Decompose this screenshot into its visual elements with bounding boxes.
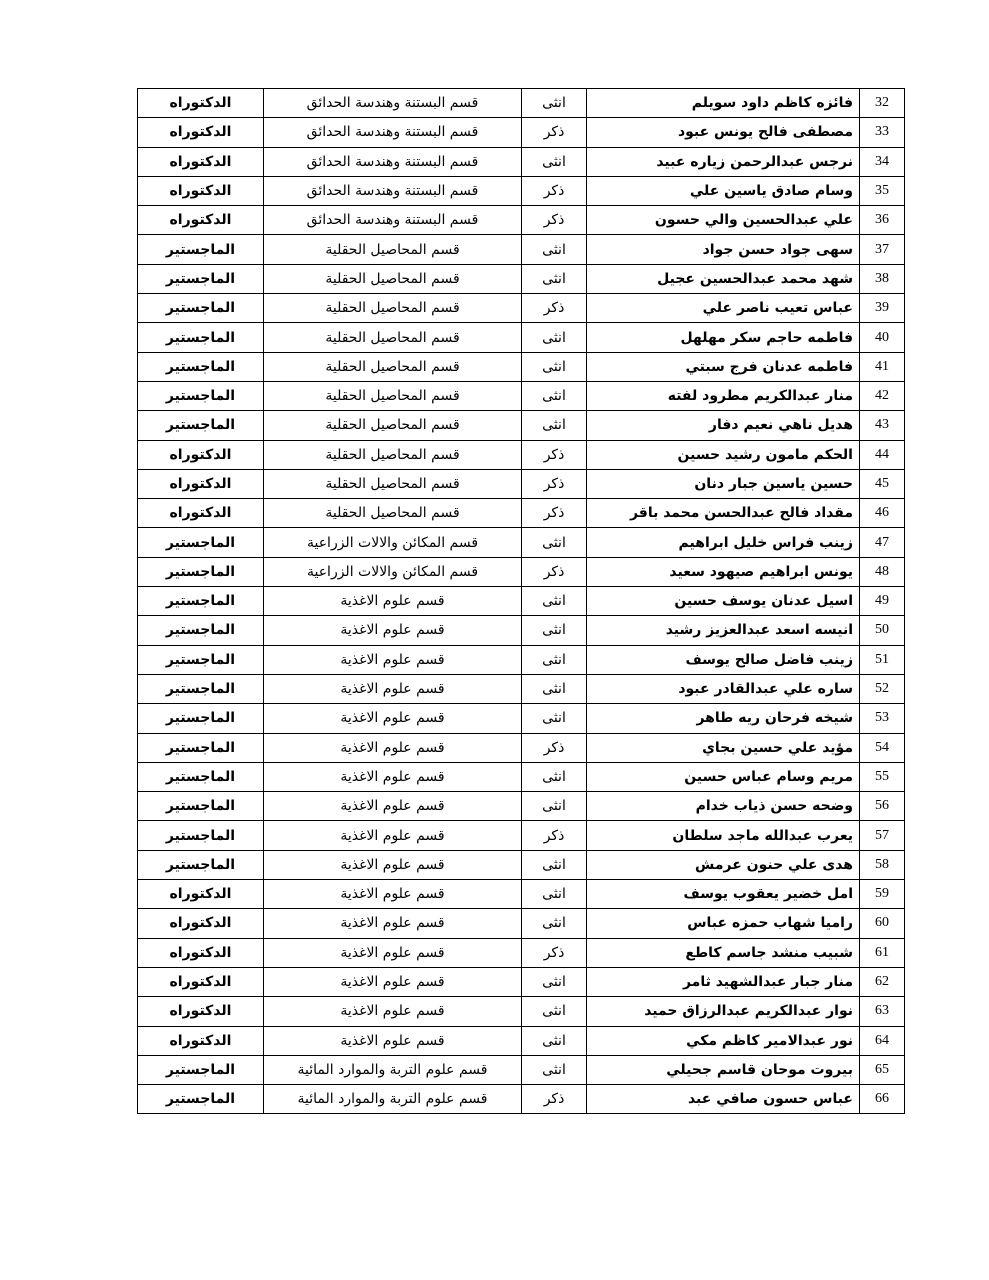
table-row xyxy=(138,1055,905,1084)
degree-cell: الماجستير xyxy=(138,733,264,762)
department-cell: قسم علوم الاغذية xyxy=(264,704,522,733)
degree-cell: الماجستير xyxy=(138,557,264,586)
row-number-cell: 47 xyxy=(860,528,905,557)
student-name-cell: منار جبار عبدالشهيد ثامر xyxy=(587,967,860,996)
gender-cell: ذكر xyxy=(522,733,587,762)
row-number-cell: 42 xyxy=(860,381,905,410)
department-cell: قسم علوم الاغذية xyxy=(264,821,522,850)
student-name-cell: نور عبدالامير كاظم مكي xyxy=(587,1026,860,1055)
degree-cell: الدكتوراه xyxy=(138,89,264,118)
student-name-cell: فاطمه حاجم سكر مهلهل xyxy=(587,323,860,352)
department-cell: قسم علوم الاغذية xyxy=(264,909,522,938)
gender-cell: ذكر xyxy=(522,294,587,323)
gender-cell: انثى xyxy=(522,264,587,293)
student-name-cell: نوار عبدالكريم عبدالرزاق حميد xyxy=(587,997,860,1026)
department-cell: قسم علوم الاغذية xyxy=(264,938,522,967)
row-number-cell: 62 xyxy=(860,967,905,996)
table-row xyxy=(138,118,905,147)
degree-cell: الماجستير xyxy=(138,381,264,410)
degree-cell: الماجستير xyxy=(138,1055,264,1084)
table-row xyxy=(138,645,905,674)
student-name-cell: زينب فراس خليل ابراهيم xyxy=(587,528,860,557)
gender-cell: انثى xyxy=(522,587,587,616)
table-row xyxy=(138,381,905,410)
table-row xyxy=(138,235,905,264)
department-cell: قسم المحاصيل الحقلية xyxy=(264,264,522,293)
table-row xyxy=(138,206,905,235)
table-row xyxy=(138,469,905,498)
row-number-cell: 61 xyxy=(860,938,905,967)
degree-cell: الدكتوراه xyxy=(138,909,264,938)
row-number-cell: 45 xyxy=(860,469,905,498)
degree-cell: الماجستير xyxy=(138,528,264,557)
student-name-cell: سهى جواد حسن جواد xyxy=(587,235,860,264)
department-cell: قسم المحاصيل الحقلية xyxy=(264,352,522,381)
table-row xyxy=(138,909,905,938)
department-cell: قسم المحاصيل الحقلية xyxy=(264,235,522,264)
gender-cell: انثى xyxy=(522,528,587,557)
gender-cell: انثى xyxy=(522,762,587,791)
table-row xyxy=(138,89,905,118)
gender-cell: انثى xyxy=(522,323,587,352)
student-name-cell: عباس حسون صافي عبد xyxy=(587,1085,860,1114)
student-name-cell: ساره علي عبدالقادر عبود xyxy=(587,674,860,703)
student-name-cell: مريم وسام عباس حسين xyxy=(587,762,860,791)
row-number-cell: 55 xyxy=(860,762,905,791)
department-cell: قسم المحاصيل الحقلية xyxy=(264,440,522,469)
department-cell: قسم المكائن والالات الزراعية xyxy=(264,528,522,557)
row-number-cell: 33 xyxy=(860,118,905,147)
row-number-cell: 66 xyxy=(860,1085,905,1114)
degree-cell: الدكتوراه xyxy=(138,1026,264,1055)
row-number-cell: 58 xyxy=(860,850,905,879)
student-name-cell: وضحه حسن ذياب خدام xyxy=(587,792,860,821)
student-name-cell: فاطمه عدنان فرج سبتي xyxy=(587,352,860,381)
gender-cell: انثى xyxy=(522,1055,587,1084)
row-number-cell: 37 xyxy=(860,235,905,264)
row-number-cell: 52 xyxy=(860,674,905,703)
row-number-cell: 59 xyxy=(860,880,905,909)
row-number-cell: 34 xyxy=(860,147,905,176)
degree-cell: الدكتوراه xyxy=(138,938,264,967)
student-name-cell: هدى علي حنون عرمش xyxy=(587,850,860,879)
table-row xyxy=(138,587,905,616)
row-number-cell: 40 xyxy=(860,323,905,352)
degree-cell: الماجستير xyxy=(138,323,264,352)
table-row xyxy=(138,411,905,440)
degree-cell: الماجستير xyxy=(138,616,264,645)
degree-cell: الماجستير xyxy=(138,294,264,323)
gender-cell: انثى xyxy=(522,880,587,909)
gender-cell: ذكر xyxy=(522,938,587,967)
student-name-cell: عباس تعيب ناصر علي xyxy=(587,294,860,323)
row-number-cell: 36 xyxy=(860,206,905,235)
student-name-cell: شيخه فرحان ريه طاهر xyxy=(587,704,860,733)
table-row xyxy=(138,264,905,293)
degree-cell: الماجستير xyxy=(138,674,264,703)
degree-cell: الدكتوراه xyxy=(138,118,264,147)
department-cell: قسم علوم الاغذية xyxy=(264,616,522,645)
student-table-body xyxy=(138,89,905,1114)
student-name-cell: شهد محمد عبدالحسين عجيل xyxy=(587,264,860,293)
gender-cell: ذكر xyxy=(522,821,587,850)
row-number-cell: 50 xyxy=(860,616,905,645)
student-name-cell: الحكم مامون رشيد حسين xyxy=(587,440,860,469)
gender-cell: ذكر xyxy=(522,176,587,205)
table-row xyxy=(138,704,905,733)
table-row xyxy=(138,352,905,381)
department-cell: قسم البستنة وهندسة الحدائق xyxy=(264,206,522,235)
row-number-cell: 49 xyxy=(860,587,905,616)
gender-cell: انثى xyxy=(522,235,587,264)
department-cell: قسم علوم الاغذية xyxy=(264,645,522,674)
student-name-cell: نرجس عبدالرحمن زياره عبيد xyxy=(587,147,860,176)
student-name-cell: امل خضير يعقوب يوسف xyxy=(587,880,860,909)
degree-cell: الدكتوراه xyxy=(138,499,264,528)
row-number-cell: 63 xyxy=(860,997,905,1026)
department-cell: قسم علوم الاغذية xyxy=(264,792,522,821)
row-number-cell: 44 xyxy=(860,440,905,469)
gender-cell: انثى xyxy=(522,352,587,381)
student-name-cell: وسام صادق ياسين علي xyxy=(587,176,860,205)
table-row xyxy=(138,557,905,586)
department-cell: قسم البستنة وهندسة الحدائق xyxy=(264,118,522,147)
table-row xyxy=(138,294,905,323)
gender-cell: انثى xyxy=(522,645,587,674)
table-row xyxy=(138,821,905,850)
degree-cell: الماجستير xyxy=(138,264,264,293)
row-number-cell: 43 xyxy=(860,411,905,440)
degree-cell: الدكتوراه xyxy=(138,176,264,205)
degree-cell: الماجستير xyxy=(138,645,264,674)
department-cell: قسم علوم الاغذية xyxy=(264,1026,522,1055)
student-name-cell: هديل ناهي نعيم دفار xyxy=(587,411,860,440)
gender-cell: انثى xyxy=(522,792,587,821)
table-row xyxy=(138,528,905,557)
student-name-cell: فائزه كاظم داود سويلم xyxy=(587,89,860,118)
row-number-cell: 48 xyxy=(860,557,905,586)
student-name-cell: انيسه اسعد عبدالعزيز رشيد xyxy=(587,616,860,645)
gender-cell: انثى xyxy=(522,967,587,996)
degree-cell: الماجستير xyxy=(138,704,264,733)
department-cell: قسم علوم الاغذية xyxy=(264,997,522,1026)
table-row xyxy=(138,938,905,967)
gender-cell: ذكر xyxy=(522,118,587,147)
row-number-cell: 53 xyxy=(860,704,905,733)
row-number-cell: 56 xyxy=(860,792,905,821)
degree-cell: الماجستير xyxy=(138,821,264,850)
department-cell: قسم المحاصيل الحقلية xyxy=(264,469,522,498)
gender-cell: انثى xyxy=(522,1026,587,1055)
department-cell: قسم المحاصيل الحقلية xyxy=(264,411,522,440)
degree-cell: الدكتوراه xyxy=(138,469,264,498)
degree-cell: الماجستير xyxy=(138,587,264,616)
table-row xyxy=(138,792,905,821)
student-name-cell: حسين ياسين جبار دنان xyxy=(587,469,860,498)
gender-cell: انثى xyxy=(522,147,587,176)
department-cell: قسم المكائن والالات الزراعية xyxy=(264,557,522,586)
department-cell: قسم علوم التربة والموارد المائية xyxy=(264,1055,522,1084)
degree-cell: الدكتوراه xyxy=(138,147,264,176)
gender-cell: انثى xyxy=(522,850,587,879)
gender-cell: انثى xyxy=(522,909,587,938)
gender-cell: ذكر xyxy=(522,499,587,528)
student-name-cell: اسيل عدنان يوسف حسين xyxy=(587,587,860,616)
degree-cell: الدكتوراه xyxy=(138,880,264,909)
student-name-cell: منار عبدالكريم مطرود لفته xyxy=(587,381,860,410)
department-cell: قسم المحاصيل الحقلية xyxy=(264,323,522,352)
table-row xyxy=(138,147,905,176)
department-cell: قسم علوم الاغذية xyxy=(264,762,522,791)
row-number-cell: 35 xyxy=(860,176,905,205)
gender-cell: انثى xyxy=(522,381,587,410)
department-cell: قسم المحاصيل الحقلية xyxy=(264,499,522,528)
gender-cell: انثى xyxy=(522,997,587,1026)
student-name-cell: مؤيد علي حسين بجاي xyxy=(587,733,860,762)
row-number-cell: 39 xyxy=(860,294,905,323)
row-number-cell: 51 xyxy=(860,645,905,674)
degree-cell: الدكتوراه xyxy=(138,206,264,235)
table-row xyxy=(138,616,905,645)
degree-cell: الماجستير xyxy=(138,762,264,791)
gender-cell: ذكر xyxy=(522,440,587,469)
table-row xyxy=(138,674,905,703)
degree-cell: الماجستير xyxy=(138,850,264,879)
table-row xyxy=(138,850,905,879)
table-row xyxy=(138,323,905,352)
row-number-cell: 32 xyxy=(860,89,905,118)
student-name-cell: علي عبدالحسين والي حسون xyxy=(587,206,860,235)
degree-cell: الماجستير xyxy=(138,1085,264,1114)
degree-cell: الدكتوراه xyxy=(138,440,264,469)
department-cell: قسم علوم الاغذية xyxy=(264,587,522,616)
table-row xyxy=(138,176,905,205)
department-cell: قسم علوم الاغذية xyxy=(264,880,522,909)
table-row xyxy=(138,1085,905,1114)
degree-cell: الماجستير xyxy=(138,235,264,264)
student-name-cell: يعرب عبدالله ماجد سلطان xyxy=(587,821,860,850)
degree-cell: الماجستير xyxy=(138,411,264,440)
degree-cell: الدكتوراه xyxy=(138,997,264,1026)
gender-cell: ذكر xyxy=(522,206,587,235)
student-name-cell: زينب فاضل صالح يوسف xyxy=(587,645,860,674)
table-row xyxy=(138,1026,905,1055)
degree-cell: الدكتوراه xyxy=(138,967,264,996)
department-cell: قسم علوم الاغذية xyxy=(264,850,522,879)
row-number-cell: 57 xyxy=(860,821,905,850)
table-row xyxy=(138,733,905,762)
department-cell: قسم البستنة وهندسة الحدائق xyxy=(264,147,522,176)
department-cell: قسم المحاصيل الحقلية xyxy=(264,381,522,410)
gender-cell: انثى xyxy=(522,704,587,733)
department-cell: قسم البستنة وهندسة الحدائق xyxy=(264,176,522,205)
row-number-cell: 41 xyxy=(860,352,905,381)
gender-cell: انثى xyxy=(522,674,587,703)
department-cell: قسم البستنة وهندسة الحدائق xyxy=(264,89,522,118)
department-cell: قسم علوم الاغذية xyxy=(264,733,522,762)
row-number-cell: 38 xyxy=(860,264,905,293)
student-name-cell: راميا شهاب حمزه عباس xyxy=(587,909,860,938)
gender-cell: انثى xyxy=(522,616,587,645)
gender-cell: انثى xyxy=(522,411,587,440)
gender-cell: ذكر xyxy=(522,1085,587,1114)
student-table xyxy=(137,88,905,1114)
student-name-cell: بيروت موحان قاسم جحيلي xyxy=(587,1055,860,1084)
department-cell: قسم علوم الاغذية xyxy=(264,674,522,703)
gender-cell: ذكر xyxy=(522,469,587,498)
table-row xyxy=(138,997,905,1026)
row-number-cell: 65 xyxy=(860,1055,905,1084)
department-cell: قسم علوم الاغذية xyxy=(264,967,522,996)
table-row xyxy=(138,762,905,791)
student-name-cell: مقداد فالح عبدالحسن محمد باقر xyxy=(587,499,860,528)
gender-cell: ذكر xyxy=(522,557,587,586)
row-number-cell: 64 xyxy=(860,1026,905,1055)
table-row xyxy=(138,499,905,528)
student-name-cell: شبيب منشد جاسم كاطع xyxy=(587,938,860,967)
degree-cell: الماجستير xyxy=(138,352,264,381)
gender-cell: انثى xyxy=(522,89,587,118)
row-number-cell: 46 xyxy=(860,499,905,528)
degree-cell: الماجستير xyxy=(138,792,264,821)
table-row xyxy=(138,880,905,909)
row-number-cell: 54 xyxy=(860,733,905,762)
department-cell: قسم علوم التربة والموارد المائية xyxy=(264,1085,522,1114)
student-name-cell: يونس ابراهيم صيهود سعيد xyxy=(587,557,860,586)
table-row xyxy=(138,440,905,469)
department-cell: قسم المحاصيل الحقلية xyxy=(264,294,522,323)
student-name-cell: مصطفى فالح يونس عبود xyxy=(587,118,860,147)
row-number-cell: 60 xyxy=(860,909,905,938)
table-row xyxy=(138,967,905,996)
